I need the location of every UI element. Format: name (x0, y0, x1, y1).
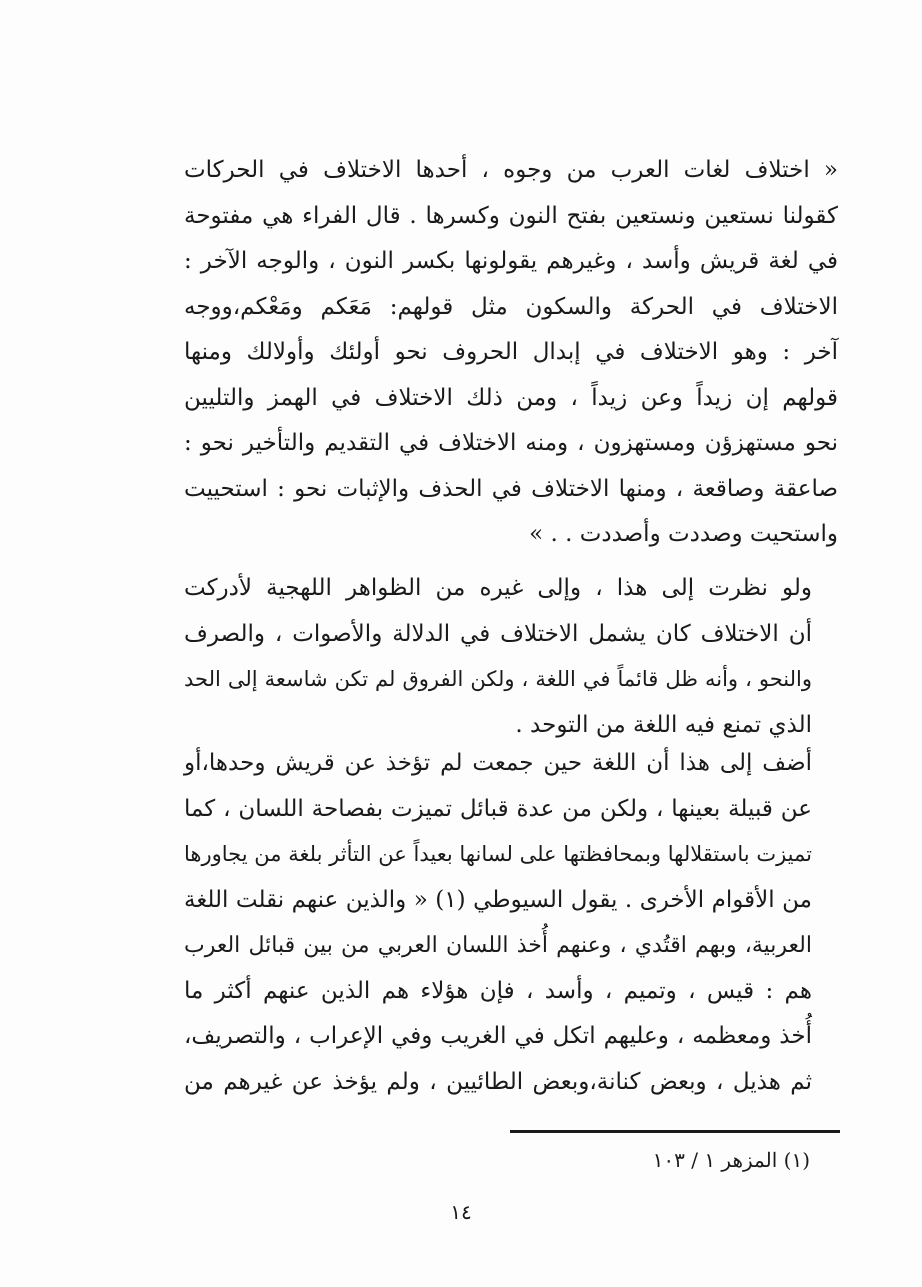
footnote-divider (510, 1130, 840, 1133)
paragraph-tribes (184, 741, 838, 1105)
text-line: في لغة قريش وأسد ، وغيرهم يقولونها بكسر النون ، والوجه الآخر : (184, 248, 838, 274)
text-line: العربية، وبهم اقتُدي ، وعنهم أُخذ اللسان العربي من بين قبائل العرب (184, 933, 812, 958)
page-number: ١٤ (450, 1200, 472, 1224)
text-line: قولهم إن زيداً وعن زيداً ، ومن ذلك الاختلاف في الهمز والتليين (184, 384, 838, 411)
text-line: أضف إلى هذا أن اللغة حين جمعت لم تؤخذ عن قريش وحدها،أو (184, 750, 812, 776)
text-line: تميزت باستقلالها وبمحافظتها على لسانها بعيداً عن التأثر بلغة من يجاورها (184, 842, 812, 866)
text-line: عن قبيلة بعينها ، ولكن من عدة قبائل تميزت بفصاحة اللسان ، كما (184, 795, 812, 822)
text-line: أُخذ ومعظمه ، وعليهم اتكل في الغريب وفي الإعراب ، والتصريف، (184, 1023, 812, 1049)
text-line: هم : قيس ، وتميم ، وأسد ، فإن هؤلاء هم الذين عنهم أكثر ما (184, 977, 812, 1004)
text-line: كقولنا نستعين ونستعين بفتح النون وكسرها . قال الفراء هي مفتوحة (184, 202, 838, 229)
text-line: أن الاختلاف كان يشمل الاختلاف في الدلالة والأصوات ، والصرف (184, 620, 812, 647)
text-line: الاختلاف في الحركة والسكون مثل قولهم: مَعَكم ومَعْكم،ووجه (184, 293, 838, 320)
text-line: صاعقة وصاقعة ، ومنها الاختلاف في الحذف والإثبات نحو : استحييت (184, 475, 838, 502)
text-line: « اختلاف لغات العرب من وجوه ، أحدها الاختلاف في الحركات (184, 157, 838, 183)
paragraph-dialects (184, 566, 838, 748)
text-line: ولو نظرت إلى هذا ، وإلى غيره من الظواهر اللهجية لأدركت (184, 575, 812, 601)
paragraph-quote (184, 148, 838, 558)
text-line: آخر : وهو الاختلاف في إبدال الحروف نحو أولئك وأولالك ومنها (184, 339, 838, 365)
text-line: ثم هذيل ، وبعض كنانة،وبعض الطائيين ، ولم يؤخذ عن غيرهم من (184, 1068, 812, 1095)
text-line: والنحو ، وأنه ظل قائماً في اللغة ، ولكن الفروق لم تكن شاسعة إلى الحد (184, 667, 812, 691)
text-line: من الأقوام الأخرى . يقول السيوطي (١) « والذين عنهم نقلت اللغة (184, 886, 812, 913)
text-line: الذي تمنع فيه اللغة من التوحد . (515, 711, 812, 738)
text-line: نحو مستهزؤن ومستهزون ، ومنه الاختلاف في التقديم والتأخير نحو : (184, 430, 838, 456)
text-line: واستحيت وصددت وأصددت . . » (529, 521, 838, 547)
footnote: (١) المزهر ١ / ١٠٣ (652, 1148, 810, 1172)
